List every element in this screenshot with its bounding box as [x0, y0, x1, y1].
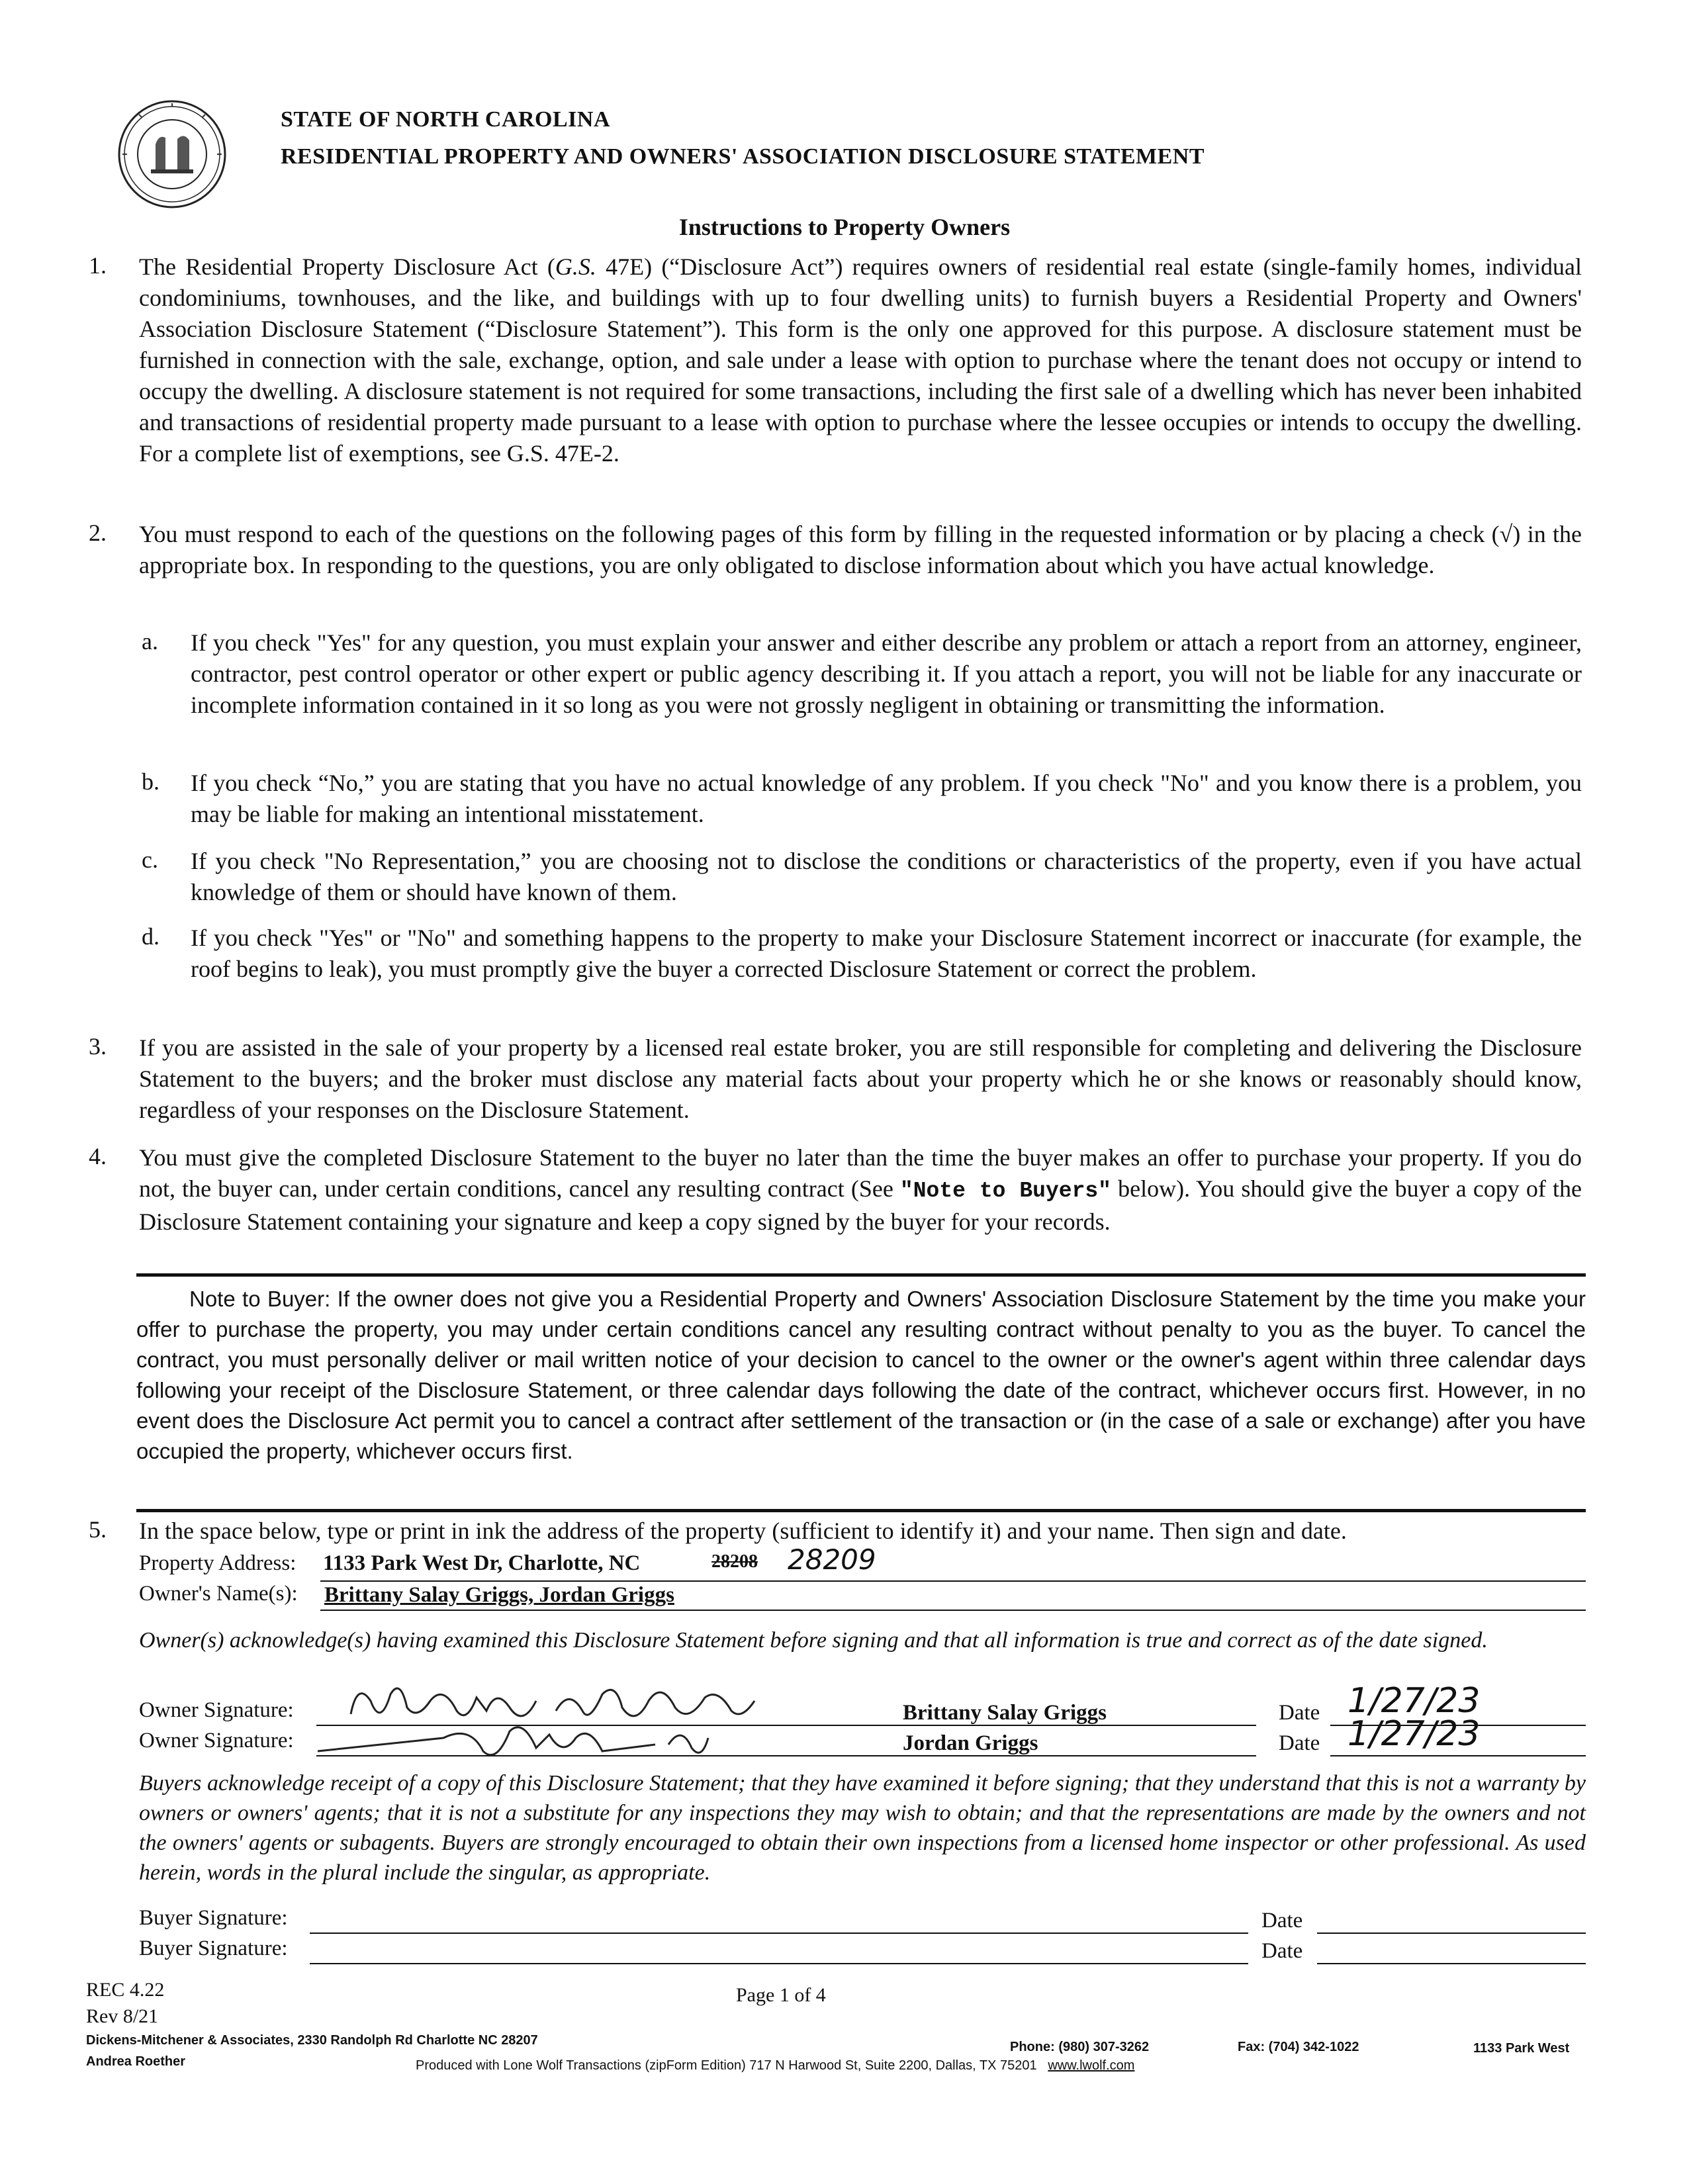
owners-name-value: Brittany Salay Griggs, Jordan Griggs: [324, 1583, 674, 1607]
broker-line: Dickens-Mitchener & Associates, 2330 Randolph Rd Charlotte NC 28207: [86, 2033, 538, 2048]
owner-signature-label: Owner Signature:: [139, 1729, 294, 1752]
owner-acknowledgement: Owner(s) acknowledge(s) having examined this Disclosure Statement before signing and that all information is true and correct as of the date signed.: [139, 1628, 1488, 1653]
zip-struck: 28208: [711, 1551, 758, 1572]
buyer-signature-line: [310, 1933, 1248, 1934]
item-2c-text: If you check "No Representation,” you are choosing not to disclose the conditions or characteristics of the property, even if you have actual knowledge of them or should have known of them.: [191, 848, 1582, 905]
lone-wolf-link[interactable]: www.lwolf.com: [1048, 2058, 1135, 2073]
address-underline: [320, 1580, 1586, 1582]
item-5-text: In the space below, type or print in ink the address of the property (sufficient to identify it) and your name. Then sign and date.: [139, 1518, 1347, 1544]
form-title: RESIDENTIAL PROPERTY AND OWNERS' ASSOCIATION DISCLOSURE STATEMENT: [281, 144, 1205, 169]
date-label: Date: [1261, 1939, 1303, 1963]
item-2a-text: If you check "Yes" for any question, you must explain your answer and either describe any problem or attach a report from an attorney, engineer, contractor, pest control operator or other expert or public agency describing it. If you attach a report, you will not be liable for any inaccurate or incomplete information contained in it so long as you were not grossly negligent in obtaining or transmitting the information.: [191, 629, 1582, 718]
instructions-title: Instructions to Property Owners: [678, 214, 1011, 240]
item-number: 4.: [89, 1143, 107, 1169]
date-label: Date: [1279, 1731, 1320, 1755]
item-number: 1.: [89, 252, 107, 279]
broker-phone: Phone: (980) 307-3262: [1010, 2040, 1150, 2054]
date-label: Date: [1261, 1909, 1303, 1933]
owners-underline: [320, 1610, 1586, 1611]
sub-letter: c.: [142, 846, 158, 873]
sub-letter: a.: [142, 628, 158, 655]
buyer-signature-label: Buyer Signature:: [139, 1936, 288, 1960]
buyer-date-line: [1317, 1933, 1586, 1934]
owner-2-handwritten-signature: [311, 1711, 721, 1774]
note-top-rule: [136, 1273, 1586, 1277]
agent-name: Andrea Roether: [86, 2054, 186, 2069]
item-1-text: The Residential Property Disclosure Act (G.S. 47E) (“Disclosure Act”) requires owners of residential real estate (single-family homes, individual condominiums, townhouses, and the like, and buildings with up to four dwelling units) to furnish buyers a Residential Property and Owners' Association Disclosure Statement (“Disclosure Statement”). This form is the only one approved for this purpose. A disclosure statement must be furnished in connection with the sale, exchange, option, and sale under a lease with option to purchase where the tenant does not occupy or intend to occupy the dwelling. A disclosure statement is not required for some transactions, including the first sale of a dwelling which has never been inhabited and transactions of residential property made pursuant to a lease with option to purchase where the lessee occupies or intends to occupy the dwelling. For a complete list of exemptions, see G.S. 47E-2.: [139, 253, 1582, 467]
note-bottom-rule: [136, 1509, 1586, 1512]
owner-2-date-line: [1330, 1755, 1586, 1756]
item-number: 2.: [89, 520, 107, 546]
zip-handwritten: 28209: [788, 1543, 876, 1576]
item-number: 5.: [89, 1516, 107, 1543]
item-2-text: You must respond to each of the questions on the following pages of this form by filling in the requested information or by placing a check (√) in the appropriate box. In responding to the questions, you are only obligated to disclose information about which you have actual knowledge.: [139, 521, 1582, 578]
item-2d-text: If you check "Yes" or "No" and something happens to the property to make your Disclosure Statement incorrect or inaccurate (for example, the roof begins to leak), you must promptly give the buyer a corrected Disclosure Statement or correct the problem.: [191, 925, 1582, 982]
form-number: REC 4.22: [86, 1979, 165, 2001]
broker-fax: Fax: (704) 342-1022: [1238, 2040, 1359, 2054]
file-name: 1133 Park West: [1473, 2041, 1570, 2056]
owner-1-printed-name: Brittany Salay Griggs: [903, 1701, 1107, 1725]
buyer-date-line: [1317, 1963, 1586, 1964]
item-2b-text: If you check “No,” you are stating that you have no actual knowledge of any problem. If you check "No" and you know there is a problem, you may be liable for making an intentional misstatement.: [191, 770, 1582, 827]
page-number: Page 1 of 4: [736, 1984, 826, 2006]
owner-2-date: 1/27/23: [1347, 1714, 1481, 1754]
item-3-text: If you are assisted in the sale of your property by a licensed real estate broker, you are still responsible for completing and delivering the Disclosure Statement to the buyers; and the broker must disclose any material facts about your property which he or she knows or reasonably should know, regardless of your responses on the Disclosure Statement.: [139, 1034, 1582, 1123]
item-4-text: You must give the completed Disclosure Statement to the buyer no later than the time the buyer makes an offer to purchase your property. If you do not, the buyer can, under certain conditions, cancel any resulting contract (See "Note to Buyers" below). You should give the buyer a copy of the Disclosure Statement containing your signature and keep a copy signed by the buyer for your records.: [139, 1144, 1582, 1235]
property-address-label: Property Address:: [139, 1551, 297, 1575]
buyer-acknowledgement: Buyers acknowledge receipt of a copy of this Disclosure Statement; that they have examined it before signing; that they understand that this is not a warranty by owners or owners' agents; that it is not a substitute for any inspections they may wish to obtain; and that the representations are made by the owners and not the owners' agents or subagents. Buyers are strongly encouraged to obtain their own inspections from a licensed home inspector or other professional. As used herein, words in the plural include the singular, as appropriate.: [139, 1771, 1586, 1885]
buyer-signature-line: [310, 1963, 1248, 1964]
state-heading: STATE OF NORTH CAROLINA: [281, 107, 611, 132]
sub-letter: d.: [142, 923, 160, 950]
form-revision: Rev 8/21: [86, 2005, 159, 2027]
produced-with: Produced with Lone Wolf Transactions (zipForm Edition) 717 N Harwood St, Suite 2200, Dallas, TX 75201 www.lwolf.com: [416, 2058, 1135, 2073]
buyer-signature-label: Buyer Signature:: [139, 1906, 288, 1930]
note-to-buyer: Note to Buyer: If the owner does not give you a Residential Property and Owners' Association Disclosure Statement by the time you make your offer to purchase the property, you may under certain conditions cancel any resulting contract without penalty to you as the buyer. To cancel the contract, you must personally deliver or mail written notice of your decision to cancel to the owner or the owner's agent within three calendar days following your receipt of the Disclosure Statement, or three calendar days following the date of the contract, whichever occurs first. However, in no event does the Disclosure Act permit you to cancel a contract after settlement of the transaction or (in the case of a sale or exchange) after you have occupied the property, whichever occurs first.: [136, 1287, 1586, 1463]
owner-2-printed-name: Jordan Griggs: [903, 1731, 1038, 1755]
owner-signature-label: Owner Signature:: [139, 1698, 294, 1722]
sub-letter: b.: [142, 768, 160, 795]
nc-real-estate-commission-seal: [99, 98, 245, 210]
owner-1-date: 1/27/23: [1347, 1681, 1481, 1721]
date-label: Date: [1279, 1701, 1320, 1725]
owners-name-label: Owner's Name(s):: [139, 1582, 298, 1606]
property-address-value: 1133 Park West Dr, Charlotte, NC: [323, 1551, 641, 1575]
item-number: 3.: [89, 1033, 107, 1060]
